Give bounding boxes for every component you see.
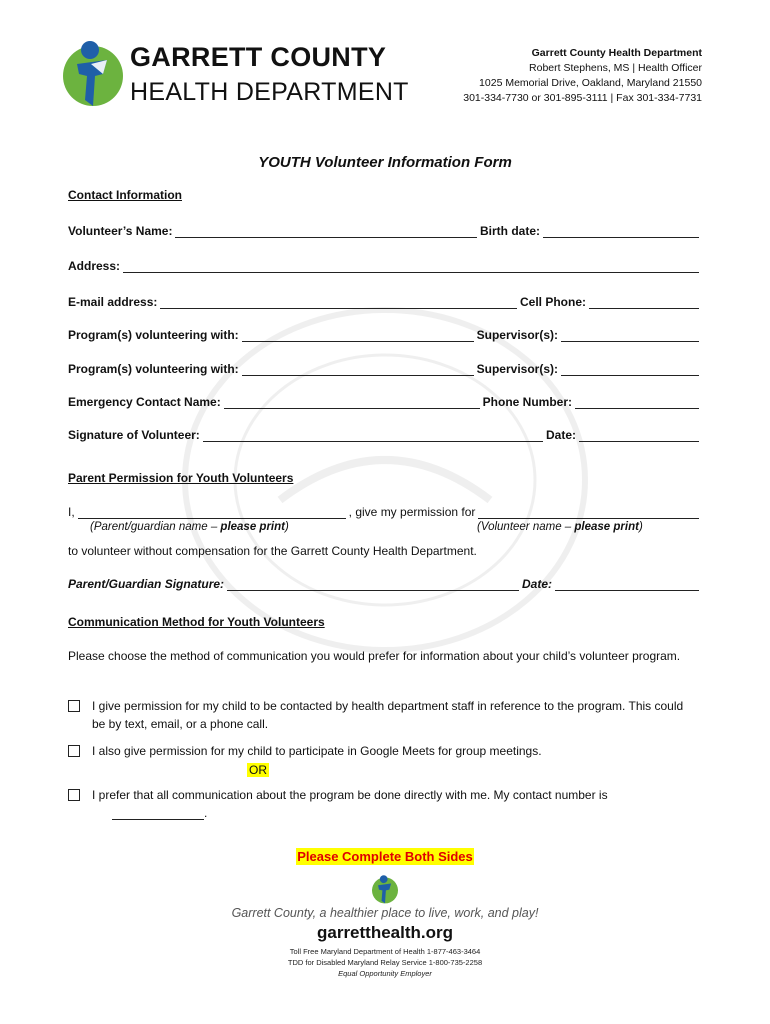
- supervisor-field-1[interactable]: [561, 329, 699, 342]
- parent-name-hint: [90, 521, 289, 533]
- checkbox-contact-staff[interactable]: [68, 700, 80, 712]
- checkbox-contact-parent[interactable]: [68, 789, 80, 801]
- emergency-contact-field[interactable]: [224, 396, 480, 409]
- form-title: YOUTH Volunteer Information Form: [258, 154, 512, 171]
- header-contact-block: [463, 46, 702, 106]
- parent-signature-label: Parent/Guardian Signature:: [68, 577, 225, 591]
- volunteer-name-row: [68, 224, 702, 238]
- parent-permission-heading: Parent Permission for Youth Volunteers: [68, 471, 294, 485]
- parent-date-field[interactable]: [555, 578, 699, 591]
- birth-date-label: Birth date:: [480, 224, 540, 238]
- parent-hint-bold: please print: [220, 521, 285, 533]
- program-label-1: Program(s) volunteering with:: [68, 328, 239, 342]
- email-field[interactable]: [160, 296, 517, 309]
- communication-heading: Communication Method for Youth Volunteers: [68, 615, 325, 629]
- org-name-line1: GARRETT COUNTY: [130, 42, 387, 72]
- dept-name: Garrett County Health Department: [531, 47, 702, 59]
- volunteer-hint-suffix: ): [638, 521, 643, 533]
- complete-both-sides-note: Please Complete Both Sides: [297, 849, 473, 864]
- volunteer-signature-label: Signature of Volunteer:: [68, 428, 200, 442]
- parent-contact-number-field[interactable]: [112, 807, 204, 820]
- i-prefix: I,: [68, 505, 75, 519]
- volunteer-signature-row: [68, 428, 702, 442]
- email-row: [68, 295, 702, 309]
- footer-logo-icon: [372, 874, 398, 906]
- option-contact-parent: [68, 786, 702, 804]
- communication-intro: Please choose the method of communication you would prefer for information about your child’s volunteer program.: [68, 649, 681, 663]
- parent-hint-prefix: (Parent/guardian name –: [90, 521, 221, 533]
- volunteer-name-label: Volunteer’s Name:: [68, 224, 173, 238]
- address-field[interactable]: [123, 260, 699, 273]
- birth-date-field[interactable]: [543, 225, 699, 238]
- volunteer-name-field[interactable]: [175, 225, 477, 238]
- parent-name-field[interactable]: [78, 506, 346, 519]
- checkbox-google-meets[interactable]: [68, 745, 80, 757]
- phone-number-label: Phone Number:: [482, 395, 572, 409]
- volunteer-date-field[interactable]: [579, 429, 699, 442]
- health-officer: Robert Stephens, MS | Health Officer: [529, 62, 702, 74]
- parent-date-label: Date:: [521, 577, 552, 591]
- program-row-2: [68, 362, 702, 376]
- phone-number-field[interactable]: [575, 396, 699, 409]
- option-3-period: .: [204, 806, 208, 820]
- email-label: E-mail address:: [68, 295, 158, 309]
- or-label-wrap: [247, 761, 269, 779]
- supervisor-label-1: Supervisor(s):: [476, 328, 558, 342]
- supervisor-field-2[interactable]: [561, 363, 699, 376]
- supervisor-label-2: Supervisor(s):: [476, 362, 558, 376]
- volunteer-hint-prefix: (Volunteer name –: [477, 521, 575, 533]
- footer-website: garretthealth.org: [316, 923, 454, 942]
- program-label-2: Program(s) volunteering with:: [68, 362, 239, 376]
- toll-free-line: Toll Free Maryland Department of Health 1-877-463-3464: [289, 947, 481, 956]
- volunteer-hint-bold: please print: [574, 521, 639, 533]
- or-label: OR: [249, 763, 267, 777]
- option-google-meets-text: I also give permission for my child to participate in Google Meets for group meetings.: [92, 744, 542, 758]
- option-contact-staff: [68, 697, 702, 733]
- eoe-line: Equal Opportunity Employer: [338, 969, 432, 978]
- volunteer-signature-field[interactable]: [203, 429, 543, 442]
- tdd-line: TDD for Disabled Maryland Relay Service 1-800-735-2258: [287, 958, 483, 967]
- dept-phones: 301-334-7730 or 301-895-3111 | Fax 301-334-7731: [463, 92, 702, 104]
- program-row-1: [68, 328, 702, 342]
- program-field-1[interactable]: [242, 329, 474, 342]
- emergency-contact-label: Emergency Contact Name:: [68, 395, 221, 409]
- contact-info-heading: Contact Information: [68, 188, 182, 202]
- program-field-2[interactable]: [242, 363, 474, 376]
- without-compensation-text: to volunteer without compensation for the Garrett County Health Department.: [68, 544, 477, 558]
- dept-address: 1025 Memorial Drive, Oakland, Maryland 21550: [479, 77, 702, 89]
- parent-signature-field[interactable]: [227, 578, 519, 591]
- volunteer-name-hint: [477, 521, 643, 533]
- cell-phone-label: Cell Phone:: [519, 295, 586, 309]
- cell-phone-field[interactable]: [589, 296, 699, 309]
- option-contact-staff-text: I give permission for my child to be contacted by health department staff in reference to the program. This could be by text, email, or a phone call.: [92, 699, 684, 731]
- parent-contact-number-row: [112, 806, 207, 820]
- volunteer-name-permission-field[interactable]: [478, 506, 699, 519]
- address-row: [68, 259, 702, 273]
- parent-signature-row: [68, 577, 702, 591]
- address-label: Address:: [68, 259, 121, 273]
- footer-tagline: Garrett County, a healthier place to live, work, and play!: [231, 906, 539, 920]
- permission-row: [68, 505, 702, 519]
- emergency-contact-row: [68, 395, 702, 409]
- health-department-logo: [63, 40, 123, 110]
- parent-hint-suffix: ): [284, 521, 289, 533]
- give-permission-text: , give my permission for: [348, 505, 476, 519]
- org-name-line2: HEALTH DEPARTMENT: [130, 78, 409, 106]
- volunteer-date-label: Date:: [545, 428, 576, 442]
- complete-both-sides-wrap: [0, 848, 770, 866]
- option-google-meets: [68, 742, 702, 760]
- option-contact-parent-text: I prefer that all communication about the program be done directly with me. My contact number is: [92, 788, 608, 802]
